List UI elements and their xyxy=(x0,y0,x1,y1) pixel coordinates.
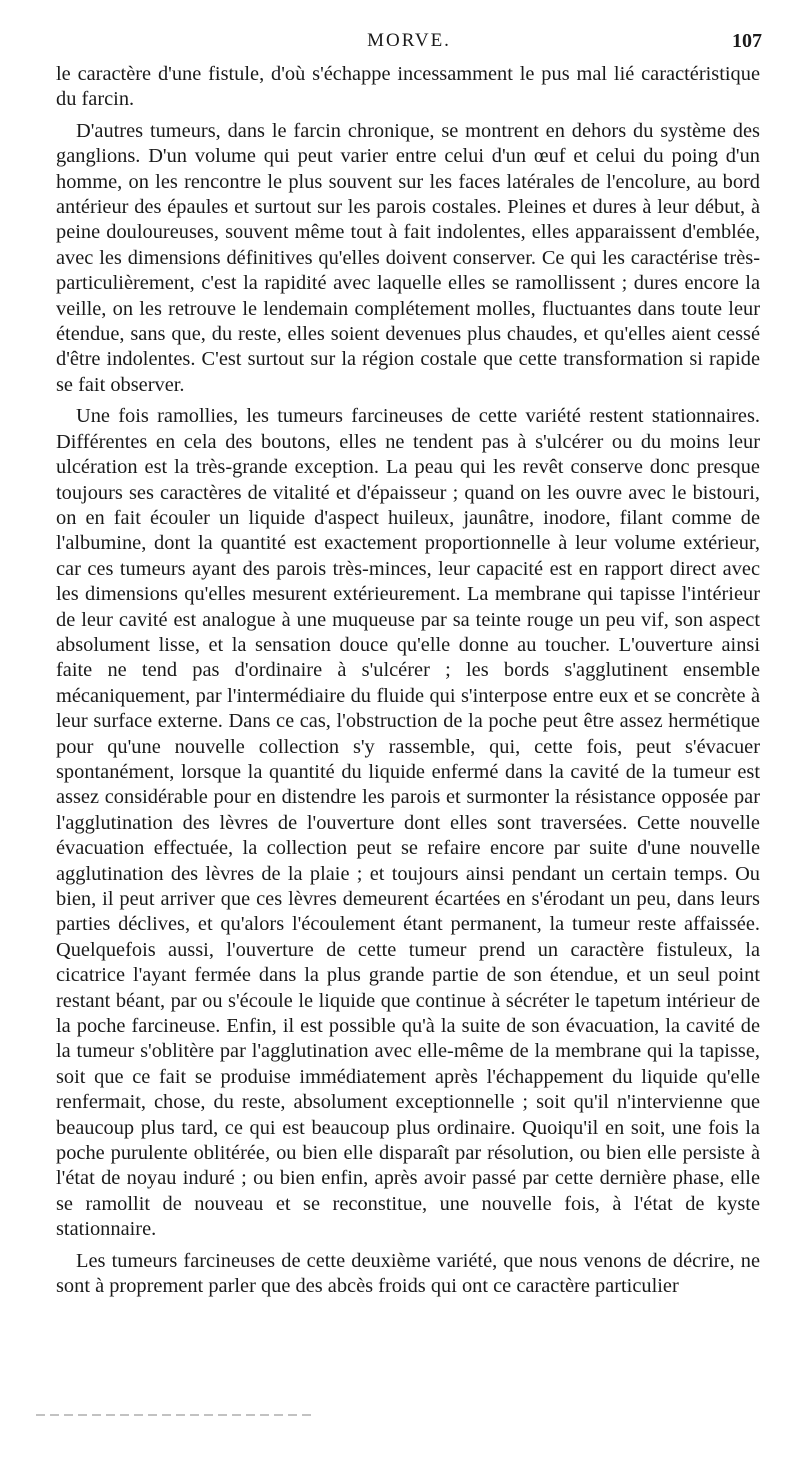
page-header xyxy=(56,30,762,56)
paragraph: Une fois ramollies, les tumeurs farcineuses de cette variété restent stationnaires. Différentes en cela des boutons, elles ne tendent pas à s'ulcérer ou du moins leur ulcération est la très-grande exception. La peau qui les revêt conserve donc presque toujours ses caractères de vitalité et d'épaisseur ; quand on les ouvre avec le bistouri, on en fait écouler un liquide d'aspect huileux, jaunâtre, inodore, filant comme de l'albumine, dont la quantité est exactement proportionnelle à leur volume extérieur, car ces tumeurs ayant des parois très-minces, leur capacité est en rapport direct avec les dimensions qu'elles mesurent extérieurement. La membrane qui tapisse l'intérieur de leur cavité est analogue à une muqueuse par sa teinte rouge un peu vif, son aspect absolument lisse, et la sensation douce qu'elle donne au toucher. L'ouverture ainsi faite ne tend pas d'ordinaire à s'ulcérer ; les bords s'agglutinent ensemble mécaniquement, par l'intermédiaire du fluide qui s'interpose entre eux et se concrète à leur surface externe. Dans ce cas, l'obstruction de la poche peut être assez hermétique pour qu'une nouvelle collection s'y rassemble, qui, cette fois, peut s'évacuer spontanément, lorsque la quantité du liquide enfermé dans la cavité de la tumeur est assez considérable pour en distendre les parois et surmonter la résistance opposée par l'agglutination des lèvres de l'ouverture dont elles sont traversées. Cette nouvelle évacuation effectuée, la collection peut se refaire encore par suite d'une nouvelle agglutination des lèvres de la plaie ; et toujours ainsi pendant un certain temps. Ou bien, il peut arriver que ces lèvres demeurent écartées en s'érodant un peu, dans leurs parties déclives, et qu'alors l'écoulement étant permanent, la tumeur reste affaissée. Quelquefois aussi, l'ouverture de cette tumeur prend un caractère fistuleux, la cicatrice l'ayant fermée dans la plus grande partie de son étendue, et un seul point restant béant, par ou s'écoule le liquide que continue à sécréter le tapetum intérieur de la poche farcineuse. Enfin, il est possible qu'à la suite de son évacuation, la cavité de la tumeur s'oblitère par l'agglutination avec elle-même de la membrane qui la tapisse, soit que ce fait se produise immédiatement après l'échappement du liquide qu'elle renfermait, chose, du reste, absolument exceptionnelle ; soit qu'il n'intervienne que beaucoup plus tard, ce qui est beaucoup plus ordinaire. Quoiqu'il en soit, une fois la poche purulente oblitérée, ou bien elle disparaît par résolution, ou bien elle persiste à l'état de noyau induré ; ou bien enfin, après avoir passé par cette dernière phase, elle se ramollit de nouveau et se reconstitue, une nouvelle fois, à l'état de kyste stationnaire. xyxy=(56,405,760,1241)
paragraph: D'autres tumeurs, dans le farcin chronique, se montrent en dehors du système des ganglions. D'un volume qui peut varier entre celui d'un œuf et celui du poing d'un homme, on les rencontre le plus souvent sur les faces latérales de l'encolure, au bord antérieur des épaules et surtout sur les parois costales. Pleines et dures à leur début, à peine douloureuses, souvent même tout à fait indolentes, elles apparaissent d'emblée, avec les dimensions définitives qu'elles doivent conserver. Ce qui les caractérise très-particulièrement, c'est la rapidité avec laquelle elles se ramollissent ; dures encore la veille, on les retrouve le lendemain complétement molles, fluctuantes dans toute leur étendue, sans que, du reste, elles soient devenues plus chaudes, et qu'elles aient cessé d'être indolentes. C'est surtout sur la région costale que cette transformation si rapide se fait observer. xyxy=(56,119,760,396)
page-number: 107 xyxy=(732,30,762,52)
footer-rule xyxy=(36,1414,316,1416)
paragraph-continued: le caractère d'une fistule, d'où s'échappe incessamment le pus mal lié caractéristique du farcin. xyxy=(56,63,760,111)
page-body xyxy=(56,62,760,1300)
paragraph: Les tumeurs farcineuses de cette deuxième variété, que nous venons de décrire, ne sont à proprement parler que des abcès froids qui ont ce caractère particulier xyxy=(56,1249,760,1298)
running-title: MORVE. xyxy=(367,30,451,51)
